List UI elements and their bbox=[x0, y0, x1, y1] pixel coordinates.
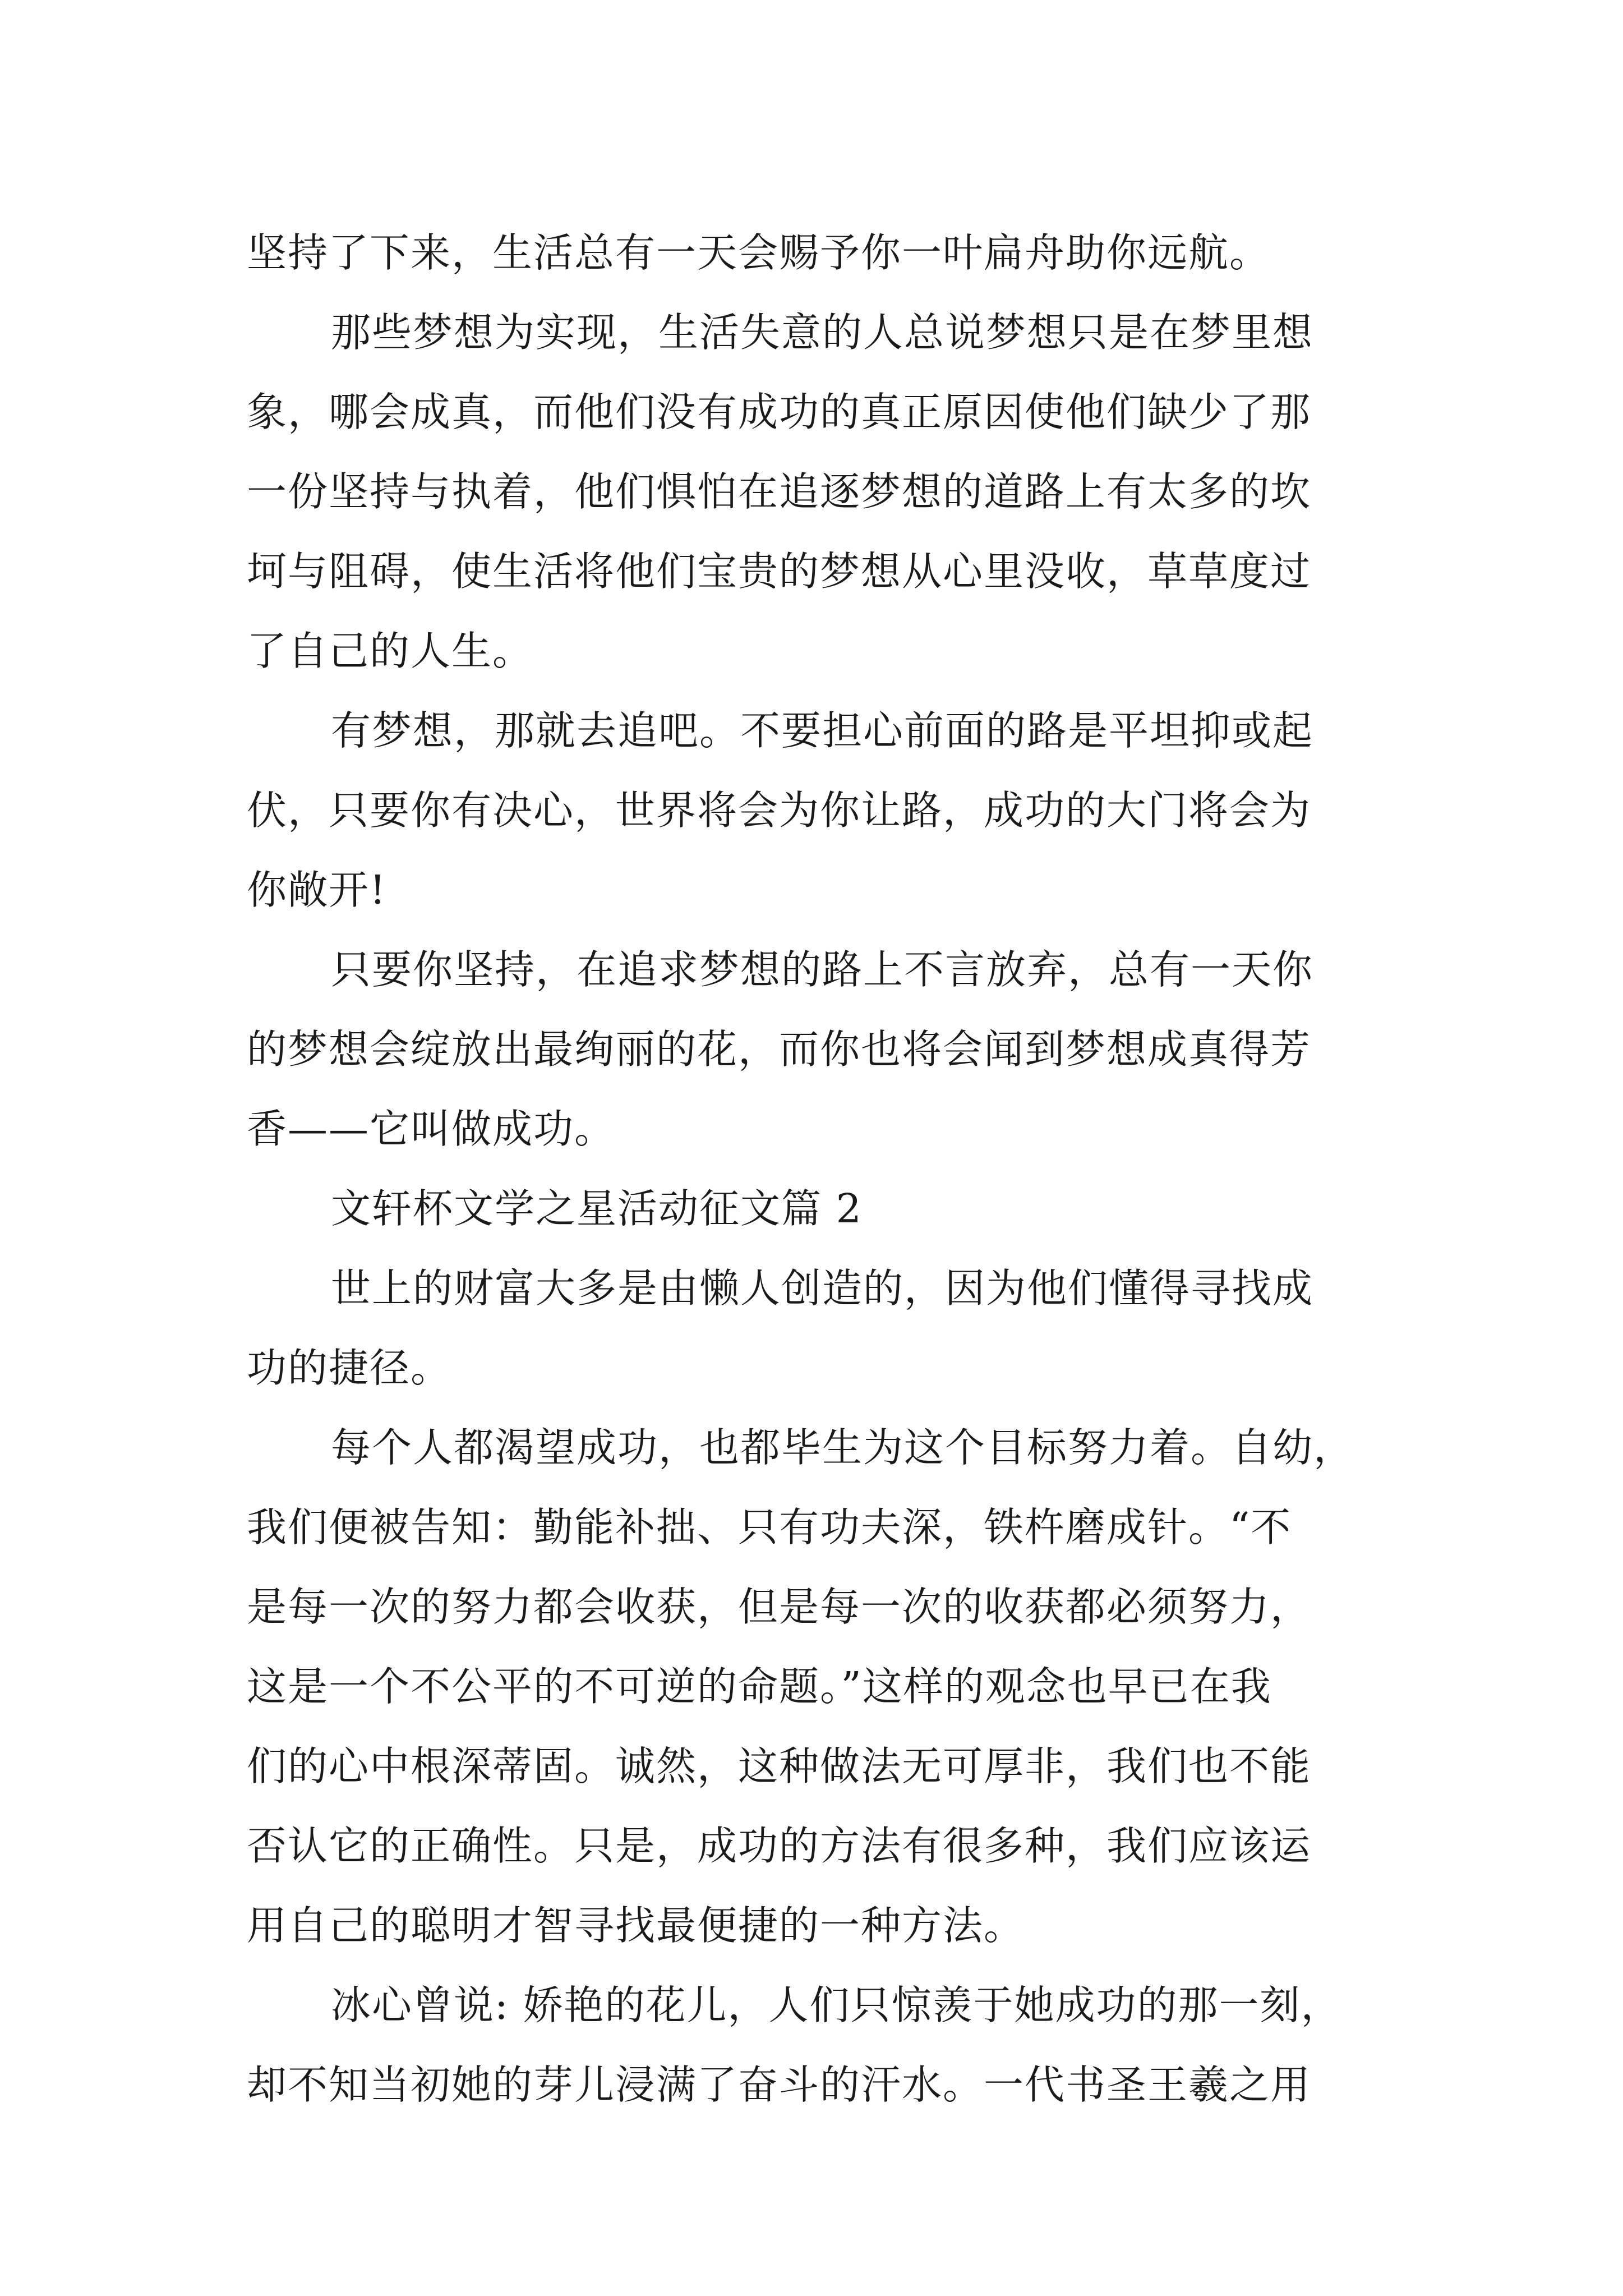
text-line: 伏，只要你有决心，世界将会为你让路，成功的大门将会为 bbox=[247, 787, 1312, 834]
section-heading: 文轩杯文学之星活动征文篇 2 bbox=[331, 1185, 863, 1232]
text-line: 一份坚持与执着，他们惧怕在追逐梦想的道路上有太多的坎 bbox=[247, 468, 1312, 515]
text-line: 坷与阻碍，使生活将他们宝贵的梦想从心里没收，草草度过 bbox=[247, 548, 1312, 595]
text-line: 有梦想，那就去追吧。不要担心前面的路是平坦抑或起 bbox=[331, 707, 1314, 754]
text-line: 世上的财富大多是由懒人创造的，因为他们懂得寻找成 bbox=[331, 1265, 1314, 1312]
text-line: 否认它的正确性。只是，成功的方法有很多种，我们应该运 bbox=[247, 1823, 1312, 1869]
text-line: 们的心中根深蒂固。诚然，这种做法无可厚非，我们也不能 bbox=[247, 1743, 1312, 1789]
text-line: 那些梦想为实现，生活失意的人总说梦想只是在梦里想 bbox=[331, 309, 1314, 356]
text-line: 你敞开! bbox=[247, 867, 387, 913]
text-line: 用自己的聪明才智寻找最便捷的一种方法。 bbox=[247, 1902, 1025, 1949]
text-line: 的梦想会绽放出最绚丽的花，而你也将会闻到梦想成真得芳 bbox=[247, 1026, 1312, 1073]
text-line: 是每一次的努力都会收获，但是每一次的收获都必须努力， bbox=[247, 1584, 1312, 1630]
text-line: 坚持了下来，生活总有一天会赐予你一叶扁舟助你远航。 bbox=[247, 229, 1271, 276]
text-line: 这是一个不公平的不可逆的命题。”这样的观念也早已在我 bbox=[247, 1663, 1272, 1710]
body-text bbox=[247, 213, 1391, 2125]
text-line: 我们便被告知：勤能补拙、只有功夫深，铁杵磨成针。“不 bbox=[247, 1504, 1292, 1550]
text-line: 香——它叫做成功。 bbox=[247, 1106, 616, 1152]
text-line: 冰心曾说: 娇艳的花儿，人们只惊羡于她成功的那一刻， bbox=[331, 1982, 1342, 2028]
text-line: 象，哪会成真，而他们没有成功的真正原因使他们缺少了那 bbox=[247, 389, 1312, 435]
text-line: 只要你坚持，在追求梦想的路上不言放弃，总有一天你 bbox=[331, 946, 1314, 993]
text-line: 每个人都渴望成功，也都毕生为这个目标努力着。自幼， bbox=[331, 1424, 1355, 1471]
text-line: 了自己的人生。 bbox=[247, 628, 534, 674]
text-line: 却不知当初她的芽儿浸满了奋斗的汗水。一代书圣王羲之用 bbox=[247, 2062, 1312, 2108]
text-line: 功的捷径。 bbox=[247, 1345, 452, 1391]
